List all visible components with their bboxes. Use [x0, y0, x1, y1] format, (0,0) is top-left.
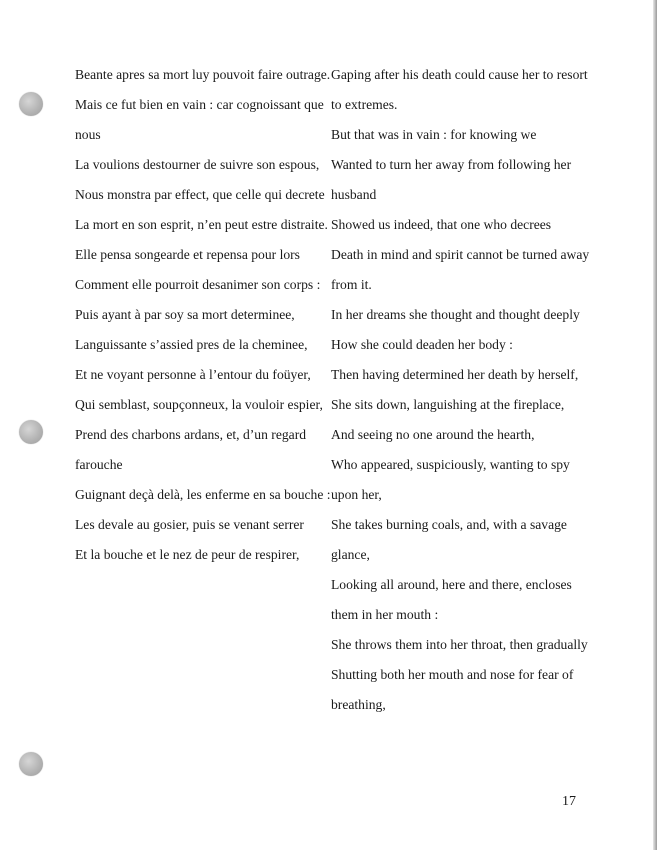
punch-hole-top — [19, 92, 43, 116]
text-line: them in her mouth : — [331, 607, 439, 622]
text-line: farouche — [75, 457, 123, 472]
text-line: Then having determined her death by herself, — [331, 367, 579, 382]
text-line: Showed us indeed, that one who decrees — [331, 217, 552, 232]
text-line: Languissante s’assied pres de la cheminee, — [75, 337, 308, 352]
text-line: glance, — [331, 547, 370, 562]
text-line: Who appeared, suspiciously, wanting to spy — [331, 457, 570, 472]
text-line: She sits down, languishing at the fireplace, — [331, 397, 565, 412]
text-line: Comment elle pourroit desanimer son corps : — [75, 277, 321, 292]
text-line: Et la bouche et le nez de peur de respirer, — [75, 547, 300, 562]
text-line: from it. — [331, 277, 372, 292]
text-line: But that was in vain : for knowing we — [331, 127, 537, 142]
text-line: husband — [331, 187, 377, 202]
french-text-column — [75, 64, 331, 574]
text-line: Et ne voyant personne à l’entour du foüyer, — [75, 367, 311, 382]
text-line: to extremes. — [331, 97, 398, 112]
text-line: How she could deaden her body : — [331, 337, 513, 352]
text-line: Elle pensa songearde et repensa pour lors — [75, 247, 300, 262]
text-line: She takes burning coals, and, with a savage — [331, 517, 567, 532]
text-line: Qui semblast, soupçonneux, la vouloir espier, — [75, 397, 323, 412]
text-line: Death in mind and spirit cannot be turned away — [331, 247, 590, 262]
text-line: She throws them into her throat, then gradually — [331, 637, 588, 652]
text-line: Gaping after his death could cause her to resort — [331, 67, 588, 82]
text-line: La voulions destourner de suivre son espous, — [75, 157, 320, 172]
text-line: Guignant deçà delà, les enferme en sa bouche : — [75, 487, 331, 502]
text-line: Les devale au gosier, puis se venant serrer — [75, 517, 304, 532]
page-edge-shadow — [653, 0, 657, 850]
text-line: nous — [75, 127, 101, 142]
punch-hole-middle — [19, 420, 43, 444]
english-translation-column — [331, 64, 593, 724]
text-line: Beante apres sa mort luy pouvoit faire outrage. — [75, 67, 331, 82]
punch-hole-bottom — [19, 752, 43, 776]
text-line: In her dreams she thought and thought deeply — [331, 307, 580, 322]
text-line: Wanted to turn her away from following her — [331, 157, 572, 172]
text-line: breathing, — [331, 697, 386, 712]
text-line: Mais ce fut bien en vain : car cognoissant que — [75, 97, 324, 112]
text-line: Puis ayant à par soy sa mort determinee, — [75, 307, 295, 322]
text-line: Shutting both her mouth and nose for fear of — [331, 667, 574, 682]
text-line: Nous monstra par effect, que celle qui decrete — [75, 187, 325, 202]
text-line: upon her, — [331, 487, 382, 502]
text-line: And seeing no one around the hearth, — [331, 427, 535, 442]
text-line: Prend des charbons ardans, et, d’un regard — [75, 427, 307, 442]
text-line: La mort en son esprit, n’en peut estre distraite. — [75, 217, 328, 232]
text-line: Looking all around, here and there, encloses — [331, 577, 572, 592]
page-number: 17 — [562, 794, 576, 809]
